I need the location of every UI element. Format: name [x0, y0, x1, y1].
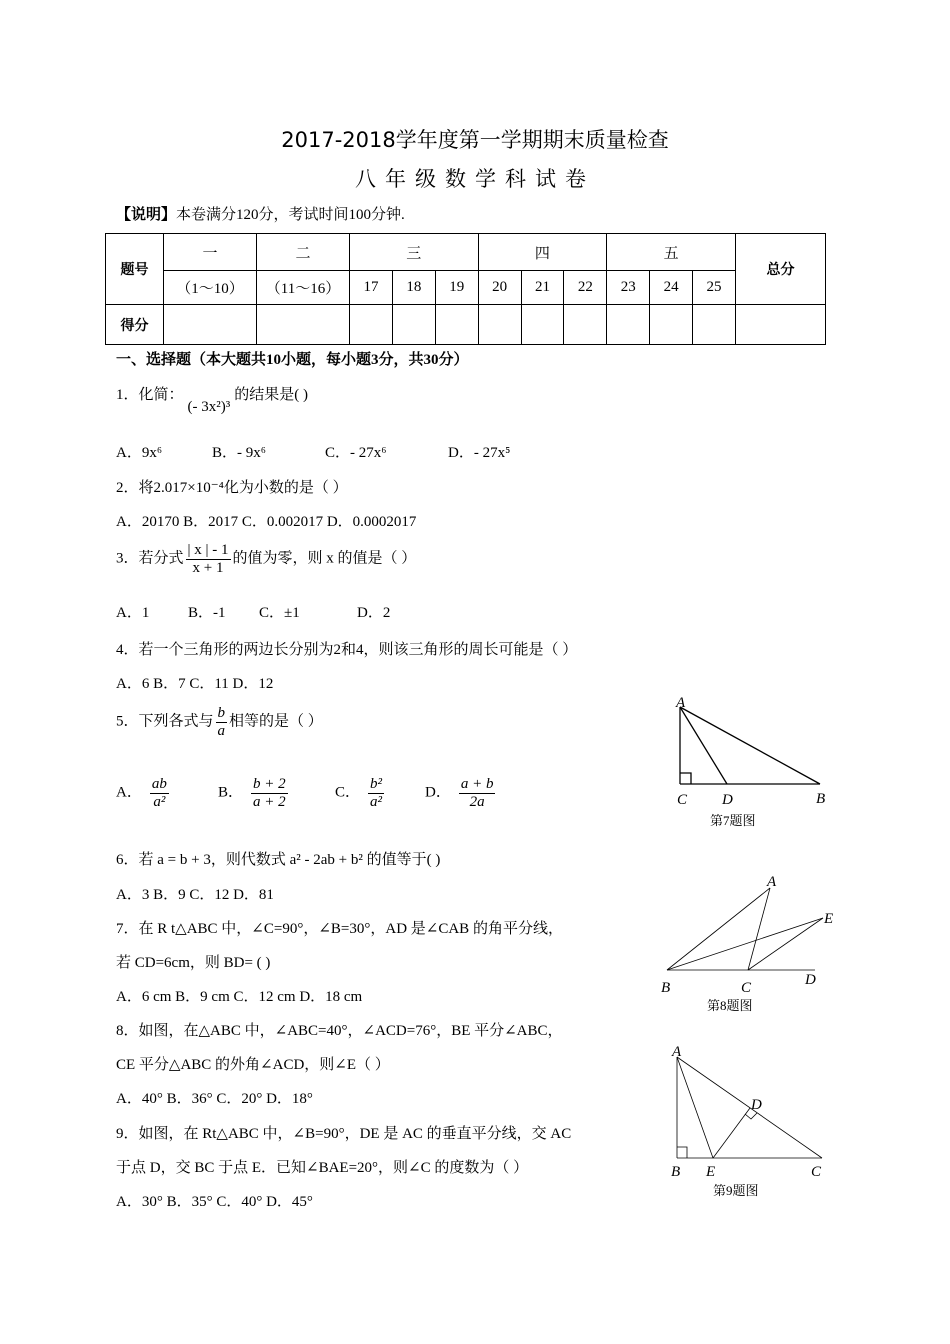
fig9-right-angle-mark-d: [745, 1113, 757, 1119]
q6-options: A．3 B．9 C．12 D．81: [116, 887, 274, 903]
group-4: 四: [478, 234, 607, 271]
range-1: （1～10）: [164, 271, 257, 305]
q8-line1: 8．如图，在△ABC 中，∠ABC=40°，∠ACD=76°，BE 平分∠ABC，: [116, 1023, 563, 1039]
qnum-18: 18: [392, 271, 435, 305]
q5-fraction-numerator: b: [217, 705, 226, 721]
q5-c-num: b²: [370, 776, 383, 792]
q5-c-label: C．: [335, 784, 361, 801]
score-cell[interactable]: [435, 305, 478, 345]
q3-stem: [116, 542, 416, 576]
qnum-20: 20: [478, 271, 521, 305]
q5-a-label: A．: [116, 784, 142, 801]
fig9-perpendicular-de: [713, 1108, 750, 1158]
qnum-23: 23: [607, 271, 650, 305]
q5-c-den: a²: [370, 793, 383, 810]
fig7-label-b: B: [816, 791, 826, 807]
fig8-side-ac: [748, 888, 770, 970]
section-heading: 一、选择题（本大题共10小题，每小题3分，共30分）: [116, 352, 469, 368]
q7-line1: 7．在 R t△ABC 中，∠C=90°，∠B=30°，AD 是∠CAB 的角平分线，: [116, 921, 563, 937]
q3-option-c: C．±1: [259, 605, 300, 621]
fig9-label-d: D: [751, 1097, 762, 1113]
q2-stem: 2．将2.017×10⁻⁴化为小数的是（ ）: [116, 480, 348, 496]
q5-b-num: b + 2: [253, 776, 286, 792]
fig8-side-ba: [667, 888, 770, 970]
page-title: 2017-2018学年度第一学期期末质量检查: [281, 128, 669, 152]
note-text: 本卷满分120分，考试时间100分钟.: [176, 207, 405, 223]
q1-stem: [116, 383, 308, 415]
q1-option-d: D．- 27x⁵: [448, 445, 511, 461]
q5-stem-post: 相等的是（ ）: [229, 713, 323, 730]
q5-d-num: a + b: [460, 776, 494, 792]
q5-stem-pre: 5．下列各式与: [116, 713, 214, 730]
figure-8: [655, 870, 845, 1020]
fig9-side-ac: [677, 1057, 822, 1158]
q6-stem: 6．若 a = b + 3，则代数式 a² - 2ab + b² 的值等于( ): [116, 852, 441, 868]
total-header: 总分: [736, 234, 826, 305]
score-cell[interactable]: [164, 305, 257, 345]
score-cell[interactable]: [607, 305, 650, 345]
score-cell[interactable]: [650, 305, 693, 345]
fig9-label-b: B: [671, 1164, 681, 1180]
score-cell[interactable]: [478, 305, 521, 345]
range-2: （11～16）: [257, 271, 350, 305]
note-label: 【说明】: [116, 207, 177, 223]
q5-stem: [116, 705, 323, 739]
q5-d-den: 2a: [469, 793, 485, 810]
q9-options: A．30° B．35° C．40° D．45°: [116, 1194, 313, 1210]
score-table: [105, 233, 826, 345]
qnum-21: 21: [521, 271, 564, 305]
qnum-25: 25: [693, 271, 736, 305]
fig8-label-e: E: [824, 911, 834, 927]
score-row-header: 得分: [106, 305, 164, 345]
q5-b-den: a + 2: [253, 793, 286, 810]
q3-option-a: A．1: [116, 605, 150, 621]
fig9-label-a: A: [672, 1044, 682, 1060]
fig9-right-angle-mark-b: [677, 1147, 687, 1158]
q3-option-d: D．2: [357, 605, 391, 621]
q5-option-a: [116, 776, 171, 810]
score-cell[interactable]: [564, 305, 607, 345]
q5-option-d: [425, 776, 497, 810]
q1-option-b: B．- 9x⁶: [212, 445, 266, 461]
fig7-right-angle-mark: [680, 773, 691, 784]
q4-options: A．6 B．7 C．11 D．12: [116, 676, 274, 692]
group-2: 二: [257, 234, 350, 271]
fig8-label-b: B: [661, 980, 671, 996]
page-subtitle: 八年级数学科试卷: [355, 167, 595, 191]
q5-option-c: [335, 776, 386, 810]
q7-options: A．6 cm B．9 cm C．12 cm D．18 cm: [116, 989, 363, 1005]
figure-9: [665, 1040, 845, 1205]
q8-options: A．40° B．36° C．20° D．18°: [116, 1091, 313, 1107]
score-cell[interactable]: [257, 305, 350, 345]
group-5: 五: [607, 234, 736, 271]
score-cell[interactable]: [392, 305, 435, 345]
q1-stem-pre: 1．化简：: [116, 387, 184, 403]
q3-fraction-numerator: | x | - 1: [187, 542, 229, 558]
fig8-bisector-ce: [748, 918, 823, 970]
score-cell[interactable]: [521, 305, 564, 345]
fig9-label-e: E: [706, 1164, 716, 1180]
q5-option-b: [218, 776, 290, 810]
fig9-label-c: C: [811, 1164, 822, 1180]
q1-expression: (- 3x²)³: [187, 399, 231, 415]
q3-option-b: B．-1: [188, 605, 226, 621]
fig9-segment-ae: [677, 1057, 713, 1158]
q7-line2: 若 CD=6cm，则 BD= ( ): [116, 955, 271, 971]
q8-line2: CE 平分△ABC 的外角∠ACD，则∠E（ ）: [116, 1057, 390, 1073]
q3-fraction-denominator: x + 1: [192, 559, 224, 576]
fig8-bisector-be: [667, 918, 823, 970]
qnum-19: 19: [435, 271, 478, 305]
q5-a-den: a²: [153, 793, 166, 810]
q9-line1: 9．如图，在 Rt△ABC 中，∠B=90°，DE 是 AC 的垂直平分线，交 AC: [116, 1126, 572, 1142]
qnum-24: 24: [650, 271, 693, 305]
q3-stem-pre: 3．若分式: [116, 550, 184, 567]
fig8-label-d: D: [805, 972, 816, 988]
instructions: [116, 203, 405, 224]
fig8-label-a: A: [767, 874, 777, 890]
qnum-22: 22: [564, 271, 607, 305]
question-number-header: 题号: [106, 234, 164, 305]
q1-option-a: A．9x⁶: [116, 445, 163, 461]
q1-stem-post: 的结果是( ): [234, 387, 308, 403]
q5-d-label: D．: [425, 784, 451, 801]
fig7-label-a: A: [676, 695, 686, 711]
group-3: 三: [350, 234, 479, 271]
q9-line2: 于点 D，交 BC 于点 E．已知∠BAE=20°，则∠C 的度数为（ ）: [116, 1160, 529, 1176]
qnum-17: 17: [350, 271, 393, 305]
q3-stem-post: 的值为零，则 x 的值是（ ）: [232, 550, 417, 567]
fig7-label-c: C: [677, 792, 688, 808]
score-cell[interactable]: [350, 305, 393, 345]
q2-options: A．20170 B．2017 C．0.002017 D．0.0002017: [116, 514, 417, 530]
q5-fraction-denominator: a: [217, 722, 226, 739]
fig8-label-c: C: [741, 980, 752, 996]
total-score-cell[interactable]: [736, 305, 826, 345]
q5-b-label: B．: [218, 784, 244, 801]
fig7-caption: 第7题图: [710, 813, 756, 828]
fig8-caption: 第8题图: [707, 998, 753, 1013]
fig7-side-ab: [680, 707, 820, 784]
figure-7: [665, 692, 845, 837]
group-1: 一: [164, 234, 257, 271]
fig9-caption: 第9题图: [713, 1183, 759, 1198]
q5-a-num: ab: [151, 776, 167, 792]
q1-option-c: C．- 27x⁶: [325, 445, 387, 461]
q4-stem: 4．若一个三角形的两边长分别为2和4，则该三角形的周长可能是（ ）: [116, 642, 578, 658]
score-cell[interactable]: [693, 305, 736, 345]
fig7-label-d: D: [722, 792, 733, 808]
